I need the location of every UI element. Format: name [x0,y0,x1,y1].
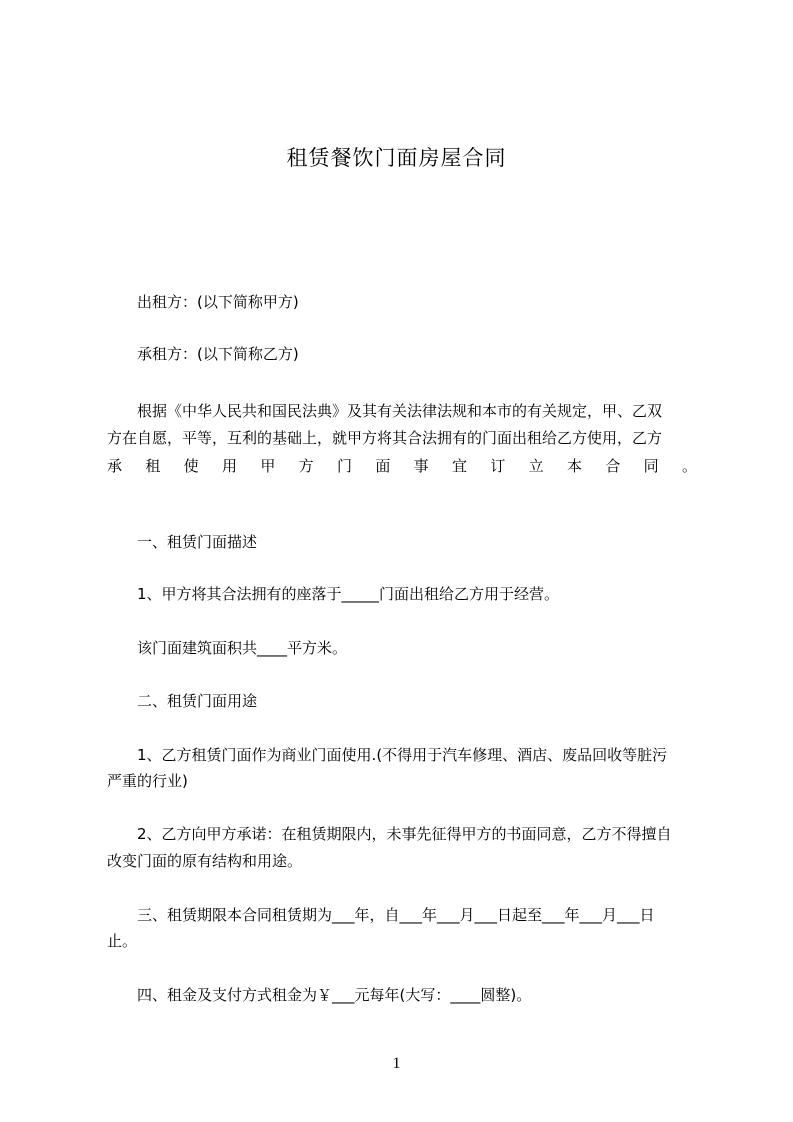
section1-heading: 一、租赁门面描述 [137,533,258,551]
section3-line2: 止。 [107,932,138,950]
section2-item1-line1: 1、乙方租赁门面作为商业门面使用.(不得用于汽车修理、酒店、废品回收等脏污 [137,746,668,764]
section2-heading: 二、租赁门面用途 [137,692,258,710]
lessor-line: 出租方：(以下简称甲方) [137,293,299,311]
section1-item1: 1、甲方将其合法拥有的座落于_____门面出租给乙方用于经营。 [137,585,560,603]
section2-item2-line2: 改变门面的原有结构和用途。 [107,852,303,870]
section3-line1: 三、租赁期限本合同租赁期为___年，自___年___月___日起至___年___月___日 [137,906,655,924]
preamble-line-2: 方在自愿，平等，互利的基础上，就甲方将其合法拥有的门面出租给乙方使用，乙方 [107,429,663,447]
section2-item2-line1: 2、乙方向甲方承诺：在租赁期限内，未事先征得甲方的书面同意，乙方不得擅自 [137,825,672,843]
section2-item1-line2: 严重的行业) [107,772,188,790]
document-title: 租赁餐饮门面房屋合同 [286,146,507,170]
preamble-line-1: 根据《中华人民共和国民法典》及其有关法律法规和本市的有关规定，甲、乙双 [137,402,663,420]
lessee-line: 承租方：(以下简称乙方) [137,345,299,363]
section4-line1: 四、租金及支付方式租金为￥___元每年(大写：____圆整)。 [137,986,532,1004]
section1-area: 该门面建筑面积共____平方米。 [137,639,348,657]
preamble-line-3: 承租使用甲方门面事宜订立本合同。 [107,457,697,475]
page-number: 1 [392,1055,401,1072]
